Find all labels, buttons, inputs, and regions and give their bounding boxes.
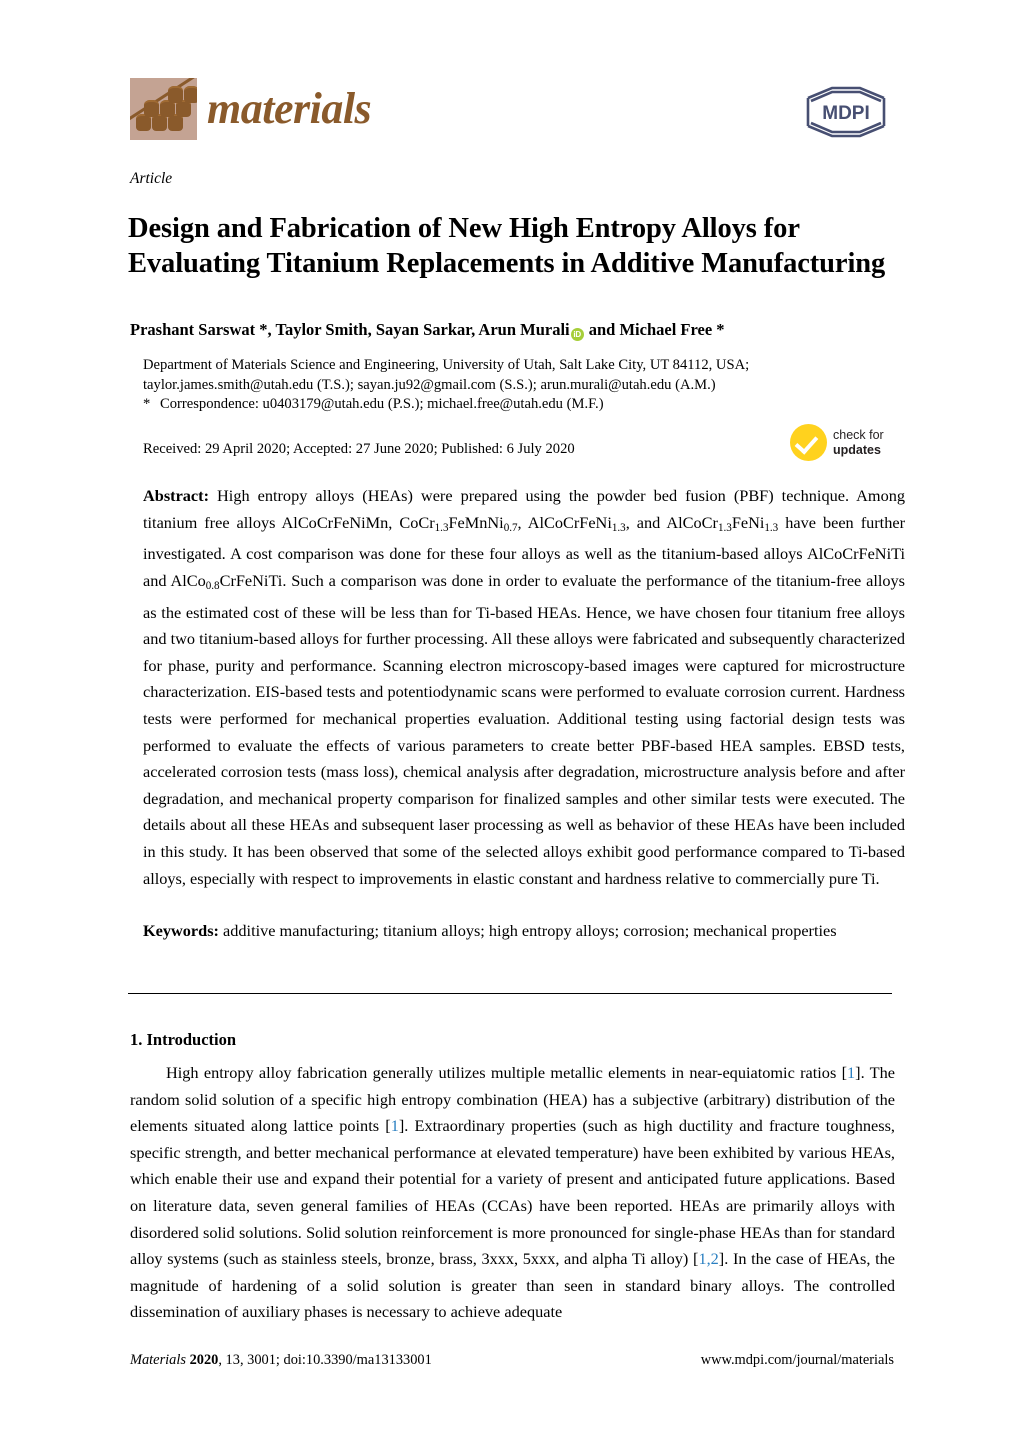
intro-text-1: High entropy alloy fabrication generally utilizes multiple metallic elements in near-equiatomic ratios [ (166, 1063, 848, 1082)
page-footer (130, 1352, 894, 1369)
keywords-section (143, 918, 905, 945)
svg-text:MDPI: MDPI (822, 103, 870, 124)
footer-journal-name: Materials (130, 1352, 186, 1368)
author-names-suffix: and Michael Free * (584, 320, 725, 339)
citation-link-1[interactable]: 1 (847, 1063, 856, 1082)
author-names-prefix: Prashant Sarswat *, Taylor Smith, Sayan Sarkar, Arun Murali (130, 320, 570, 339)
author-list (130, 320, 920, 341)
correspondence-line (143, 395, 923, 415)
footer-doi: , 13, 3001; doi:10.3390/ma13133001 (218, 1352, 432, 1368)
affiliations (143, 356, 923, 415)
masthead (130, 78, 890, 150)
footer-citation (130, 1352, 432, 1369)
orcid-icon[interactable]: iD (571, 328, 584, 341)
page-title: Design and Fabrication of New High Entropy Alloys for Evaluating Titanium Replacements in Additive Manufacturing (128, 213, 886, 280)
footer-url[interactable]: www.mdpi.com/journal/materials (700, 1352, 894, 1368)
section-heading-introduction: 1. Introduction (130, 1030, 237, 1049)
citation-link-2[interactable]: 1 (390, 1116, 399, 1136)
correspondence-marker: * (143, 396, 151, 412)
check-for-updates-badge[interactable] (790, 424, 884, 461)
correspondence-text: Correspondence: u0403179@utah.edu (P.S.); michael.free@utah.edu (M.F.) (160, 396, 604, 412)
check-for-updates-text (833, 428, 884, 457)
mdpi-logo-icon (802, 86, 890, 138)
affiliation-line-2: taylor.james.smith@utah.edu (T.S.); sayan.ju92@gmail.com (S.S.); arun.murali@utah.edu (A.M.) (143, 376, 716, 393)
journal-name: materials (207, 84, 372, 133)
checkmark-icon (790, 424, 827, 461)
introduction-paragraph (130, 1060, 895, 1326)
journal-brand (130, 78, 371, 140)
article-type-label: Article (130, 170, 173, 187)
publication-dates: Received: 29 April 2020; Accepted: 27 June 2020; Published: 6 July 2020 (143, 441, 575, 457)
affiliation-line-1: Department of Materials Science and Engineering, University of Utah, Salt Lake City, UT 84112, USA; (143, 357, 750, 373)
intro-text-3: ]. Extraordinary properties (such as high ductility and fracture toughness, specific strength, and better mechanical performance at elevated temperature) have been exhibited by various HEAs, which enable their use and expand their potential for a variety of present and anticipated future applications. Based on literature data, seven general families of HEAs (CCAs) have been reported. HEAs are primarily alloys with disordered solid solutions. Solid solution reinforcement is more pronounced for single-phase HEAs than for standard alloy systems (such as stainless steels, bronze, brass, 3xxx, 5xxx, and alpha Ti alloy) [ (130, 1116, 895, 1269)
footer-year: 2020 (189, 1352, 219, 1368)
section-divider (128, 993, 892, 994)
check-for-updates-line2: updates (833, 442, 881, 457)
check-for-updates-line1: check for (833, 428, 884, 442)
citation-link-3[interactable]: 1,2 (698, 1249, 719, 1269)
materials-journal-logo-icon (130, 78, 197, 140)
abstract-text: High entropy alloys (HEAs) were prepared using the powder bed fusion (PBF) technique. Among titanium free alloys AlCoCrFeNiMn, CoCr$_{1.3}$FeMnNi$_{0.7}$, AlCoCrFeNi$_{1.3}$, and AlCoCr$_{1.3}$FeNi$_{1.3}$ have been further investigated. A cost comparison was done for these four alloys as well as the titanium-based alloys AlCoCrFeNiTi and AlCo$_{0.8}$CrFeNiTi. Such a comparison was done in order to evaluate the performance of the titanium-free alloys as the estimated cost of these will be less than for Ti-based HEAs. Hence, we have chosen four titanium free alloys and two titanium-based alloys for further processing. All these alloys were fabricated and subsequently characterized for phase, purity and performance. Scanning electron microscopy-based images were captured for microstructure characterization. EIS-based tests and potentiodynamic scans were performed to evaluate corrosion current. Hardness tests were performed for mechanical properties evaluation. Additional testing using factorial design tests was performed to evaluate the effects of various parameters to create better PBF-based HEA samples. EBSD tests, accelerated corrosion tests (mass loss), chemical analysis after degradation, microstructure analysis before and after degradation, and mechanical property comparison for finalized samples and other similar tests were executed. The details about all these HEAs and subsequent laser processing as well as behavior of these HEAs have been included in this study. It has been observed that some of the selected alloys exhibit good performance compared to Ti-based alloys, especially with respect to improvements in elastic constant and hardness relative to commercially pure Ti. (143, 486, 905, 888)
intro-text-2: ]. The random solid solution of a specific high entropy combination (HEA) has a subjective (arbitrary) distribution of the elements situated along lattice points [ (130, 1063, 895, 1136)
abstract-section (143, 483, 905, 892)
keywords-text: additive manufacturing; titanium alloys; high entropy alloys; corrosion; mechanical properties (218, 921, 837, 940)
keywords-label: Keywords: (143, 921, 219, 940)
abstract-label: Abstract: (143, 486, 210, 505)
intro-text-4: ]. In the case of HEAs, the magnitude of hardening of a solid solution is greater than seen in standard binary alloys. The controlled dissemination of auxiliary phases is necessary to achieve adequate (130, 1249, 895, 1322)
